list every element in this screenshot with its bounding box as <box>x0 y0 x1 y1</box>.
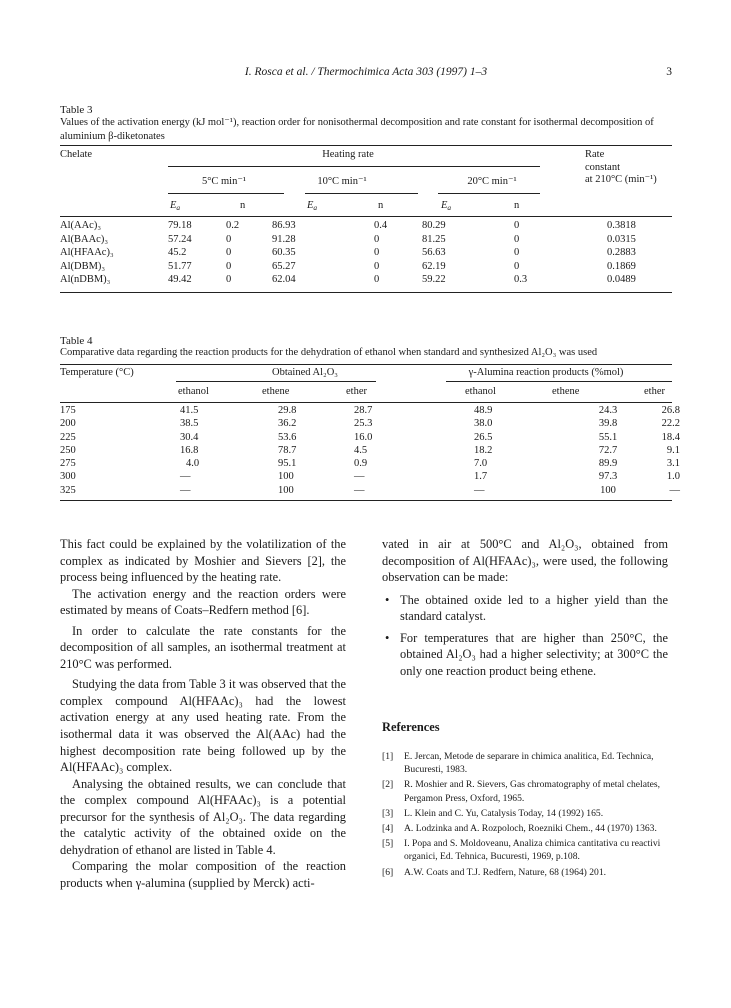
table4-head-rule <box>60 402 672 403</box>
table-cell: 51.77 <box>168 260 192 272</box>
table-cell: Al(nDBM)₃ <box>60 274 111 286</box>
table-cell: 86.93 <box>272 220 296 231</box>
table-cell: 0 <box>514 247 520 259</box>
table-cell: 0 <box>226 274 232 286</box>
table-cell: 30.4 <box>180 431 199 443</box>
reference-text: A. Lodzinka and A. Rozpoloch, Roezniki Chem., 44 (1970) 1363. <box>404 822 657 834</box>
observation-list <box>382 592 668 680</box>
table-cell: 48.9 <box>474 405 493 416</box>
table3-head-rate-line3: at 210°C (min⁻¹) <box>585 174 657 185</box>
body-paragraph: vated in air at 500°C and Al₂O₃, obtained from decomposition of Al(HFAAc)₃, were used, the following observation can be made: <box>382 537 668 585</box>
table4-sub-ether-1: ether <box>346 386 367 397</box>
bullet-icon: • <box>385 592 390 607</box>
table-cell: 0.4 <box>374 220 388 231</box>
table3-body <box>60 219 707 287</box>
table-row <box>60 273 707 287</box>
table-row <box>60 444 680 457</box>
table-cell: 25.3 <box>354 418 373 430</box>
table-row <box>60 219 707 233</box>
table-cell: 36.2 <box>278 418 297 430</box>
reference-number: [5] <box>382 838 394 850</box>
table3-head-heating-rate: Heating rate <box>322 149 374 160</box>
table-cell: 225 <box>60 431 76 443</box>
table-cell: 39.8 <box>598 418 618 430</box>
table-cell: 16.0 <box>354 431 373 443</box>
table-cell: 325 <box>60 484 76 496</box>
table3-top-rule <box>60 145 672 146</box>
reference-text: A.W. Coats and T.J. Redfern, Nature, 68 (1964) 201. <box>404 866 607 878</box>
table3-rate-group-1: 5°C min⁻¹ <box>201 176 247 187</box>
reference-number: [4] <box>382 822 394 834</box>
table4-sub-ethene-1: ethene <box>262 386 290 397</box>
table3-bottom-rule <box>60 292 672 293</box>
table-cell: 38.0 <box>474 418 493 430</box>
table-cell: — <box>354 484 365 496</box>
table-cell: Al(DBM)₃ <box>60 260 106 272</box>
table-cell: 250 <box>60 444 76 456</box>
table-cell: 275 <box>60 458 76 470</box>
table-cell: 0.2 <box>226 220 240 231</box>
table-row <box>60 404 680 417</box>
table-cell: 0 <box>374 274 380 286</box>
table3-group1-rule <box>168 193 284 194</box>
table-row <box>60 417 680 430</box>
running-header <box>60 66 672 82</box>
table-cell: 100 <box>278 471 294 483</box>
table-cell: 80.29 <box>422 220 446 231</box>
table-cell: 1.7 <box>474 471 488 483</box>
references-heading: References <box>382 720 440 735</box>
table-cell: 1.0 <box>666 471 680 483</box>
table-row <box>60 431 680 444</box>
table-cell: 0.2883 <box>607 247 636 259</box>
table-cell: 9.1 <box>666 444 680 456</box>
table4-sub-ethene-2: ethene <box>552 386 580 397</box>
table-cell: 95.1 <box>278 458 297 470</box>
table3-sub-ea-1: $E_a$ <box>170 200 181 212</box>
table4-sub-ethanol-1: ethanol <box>178 386 209 397</box>
table-cell: 0 <box>374 233 380 245</box>
table4-caption: Comparative data regarding the reaction products for the dehydration of ethanol when standard and synthesized Al₂O₃ was used <box>60 347 598 358</box>
table4-head-temp: Temperature (°C) <box>60 367 134 378</box>
table-cell: 0.3 <box>514 274 528 286</box>
table4-head-obtained: Obtained Al₂O₃ <box>272 367 338 378</box>
body-paragraph: Comparing the molar composition of the reaction products when γ-alumina (supplied by Merck) acti- <box>60 859 346 890</box>
table-cell: 16.8 <box>180 444 199 456</box>
table3-head-chelate: Chelate <box>60 149 93 160</box>
table-row <box>60 233 707 247</box>
table-cell: 4.0 <box>186 458 200 470</box>
table-cell: 72.7 <box>598 444 618 456</box>
table4-sub-ether-2: ether <box>644 386 665 397</box>
table3-rate-group-3: 20°C min⁻¹ <box>467 176 517 187</box>
table-cell: 0 <box>226 247 232 259</box>
table-cell: 18.2 <box>474 444 493 456</box>
table-cell: — <box>354 471 365 483</box>
table3-caption: Values of the activation energy (kJ mol⁻¹), reaction order for nonisothermal decomposition and rate constant for isothermal decomposition of aluminium β-diketonates <box>60 117 654 142</box>
table4-sub-ethanol-2: ethanol <box>465 386 496 397</box>
table-cell: 89.9 <box>598 458 618 470</box>
table-cell: 0 <box>514 233 520 245</box>
reference-text: L. Klein and C. Yu, Catalysis Today, 14 (1992) 165. <box>404 807 604 819</box>
table4-head-gamma: γ-Alumina reaction products (%mol) <box>468 367 624 378</box>
body-right-column <box>382 536 668 881</box>
table3-head-rule <box>60 216 672 217</box>
table-cell: 79.18 <box>168 220 192 231</box>
running-title: I. Rosca et al. / Thermochimica Acta 303 (1997) 1–3 <box>244 66 488 78</box>
table4-gamma-rule <box>446 381 672 382</box>
table4-bottom-rule <box>60 500 672 501</box>
table3-sub-ea-2: $E_a$ <box>307 200 318 212</box>
table3-sub-n-1: n <box>240 200 246 211</box>
table-cell: 41.5 <box>180 405 199 416</box>
table-cell: 97.3 <box>598 471 618 483</box>
table3-head-rate <box>585 149 657 187</box>
table-cell: 57.24 <box>168 233 192 245</box>
list-item: • The obtained oxide led to a higher yield than the standard catalyst. <box>385 592 668 624</box>
table4-obtained-rule <box>176 381 376 382</box>
reference-text: I. Popa and S. Moldoveanu, Analiza chimica cantitativa cu reactivi organici, Ed. Tehnica, Bucuresti, 1969, p.108. <box>404 838 661 863</box>
table-cell: 0.0489 <box>607 274 636 286</box>
table3-heating-rule <box>168 166 540 167</box>
reference-item <box>382 822 668 835</box>
references-list <box>382 750 668 879</box>
table-cell: 0.1869 <box>607 260 636 272</box>
table-cell: 24.3 <box>598 405 618 416</box>
table-cell: — <box>669 484 680 496</box>
table-cell: 62.19 <box>422 260 446 272</box>
table-cell: 49.42 <box>168 274 192 286</box>
table-cell: 91.28 <box>272 233 296 245</box>
reference-item <box>382 778 668 804</box>
table3-sub-n-2: n <box>378 200 384 211</box>
reference-text: E. Jercan, Metode de separare in chimica analitica, Ed. Technica, Bucuresti, 1983. <box>404 750 654 776</box>
table-cell: 3.1 <box>666 458 680 470</box>
table-cell: 38.5 <box>180 418 199 430</box>
table-cell: 0 <box>226 233 232 245</box>
reference-number: [6] <box>382 866 394 878</box>
reference-number: [3] <box>382 807 394 819</box>
table-cell: 0 <box>226 260 232 272</box>
table-cell: 55.1 <box>598 431 618 443</box>
table-cell: 62.04 <box>272 274 296 286</box>
table-cell: 56.63 <box>422 247 446 259</box>
table3-group2-rule <box>305 193 418 194</box>
reference-item <box>382 866 668 879</box>
table-cell: 28.7 <box>354 405 373 416</box>
table-cell: 26.5 <box>474 431 493 443</box>
table-cell: 78.7 <box>278 444 297 456</box>
table-cell: — <box>180 471 191 483</box>
table-cell: — <box>180 484 191 496</box>
table3-head-rate-line1: Rate <box>585 149 605 160</box>
table3-head-rate-line2: constant <box>585 161 620 173</box>
table-cell: 200 <box>60 418 76 430</box>
reference-item <box>382 750 668 776</box>
table-cell: Al(AAc)₃ <box>60 220 101 231</box>
table-cell: 65.27 <box>272 260 296 272</box>
table-cell: 22.2 <box>661 418 680 430</box>
body-paragraph: This fact could be explained by the volatilization of the complex as indicated by Moshier and Sievers [2], the process being influenced by the heating rate. <box>60 537 346 585</box>
table-cell: 0 <box>374 247 380 259</box>
list-item: • For temperatures that are higher than 250°C, the obtained Al₂O₃ had a higher selectivity; at 300°C the only one reaction product being ethene. <box>385 630 668 678</box>
table3-label: Table 3 <box>60 104 93 116</box>
body-paragraph: Analysing the obtained results, we can conclude that the complex compound Al(HFAAc)₃ is a potential precursor for the synthesis of Al₂O₃. The data regarding the catalytic activity of the obtained oxide on the dehydration of ethanol are listed in Table 4. <box>60 776 346 857</box>
table-cell: 59.22 <box>422 274 446 286</box>
body-paragraph: Studying the data from Table 3 it was observed that the complex compound Al(HFAAc)₃ had the lowest activation energy at any used heating rate. From the isothermal data it was observed the Al(AAc) had the highest decomposition rate being followed up by the Al(HFAAc)₃ complex. <box>60 677 346 775</box>
table-cell: 7.0 <box>474 458 488 470</box>
reference-text: R. Moshier and R. Sievers, Gas chromatography of metal chelates, Pergamon Press, Oxford, 1965. <box>404 779 661 804</box>
table-cell: 0.3818 <box>607 220 636 231</box>
table-cell: 0 <box>374 260 380 272</box>
table-row <box>60 484 680 497</box>
table3-sub-n-3: n <box>514 200 520 211</box>
table-cell: 0 <box>514 220 520 231</box>
reference-item <box>382 837 668 863</box>
table-cell: 53.6 <box>278 431 297 443</box>
reference-number: [2] <box>382 779 394 791</box>
table3-sub-ea-3: $E_a$ <box>441 200 452 212</box>
body-paragraph: The activation energy and the reaction orders were estimated by means of Coats–Redfern method [6]. <box>60 586 346 618</box>
table-cell: 4.5 <box>354 444 368 456</box>
table-cell: 100 <box>600 484 616 496</box>
body-paragraph: In order to calculate the rate constants for the decomposition of all samples, an isothermal treatment at 210°C was performed. <box>60 623 346 671</box>
table-cell: 26.8 <box>661 405 680 416</box>
table4-top-rule <box>60 364 672 365</box>
table-cell: — <box>474 484 485 496</box>
table-cell: 300 <box>60 471 76 483</box>
table-cell: 81.25 <box>422 233 446 245</box>
table-cell: 175 <box>60 405 76 416</box>
table-row <box>60 246 707 260</box>
table-cell: 18.4 <box>661 431 680 443</box>
table4-label: Table 4 <box>60 335 93 347</box>
table-row <box>60 470 680 483</box>
table-cell: 0 <box>514 260 520 272</box>
table-cell: Al(BAAc)₃ <box>60 233 108 245</box>
reference-number: [1] <box>382 750 394 762</box>
reference-item <box>382 807 668 820</box>
table-cell: 100 <box>278 484 294 496</box>
table-cell: 60.35 <box>272 247 296 259</box>
table-cell: Al(HFAAc)₃ <box>60 247 114 259</box>
table-cell: 0.0315 <box>607 233 636 245</box>
table-row <box>60 457 680 470</box>
table-cell: 45.2 <box>168 247 187 259</box>
table-row <box>60 260 707 274</box>
table3-group3-rule <box>438 193 540 194</box>
body-left-column <box>60 536 346 891</box>
table3-rate-group-2: 10°C min⁻¹ <box>317 176 367 187</box>
page-number: 3 <box>666 66 672 78</box>
table-cell: 0.9 <box>354 458 368 470</box>
bullet-icon: • <box>385 630 390 645</box>
table4-body <box>60 404 680 497</box>
table-cell: 29.8 <box>278 405 297 416</box>
